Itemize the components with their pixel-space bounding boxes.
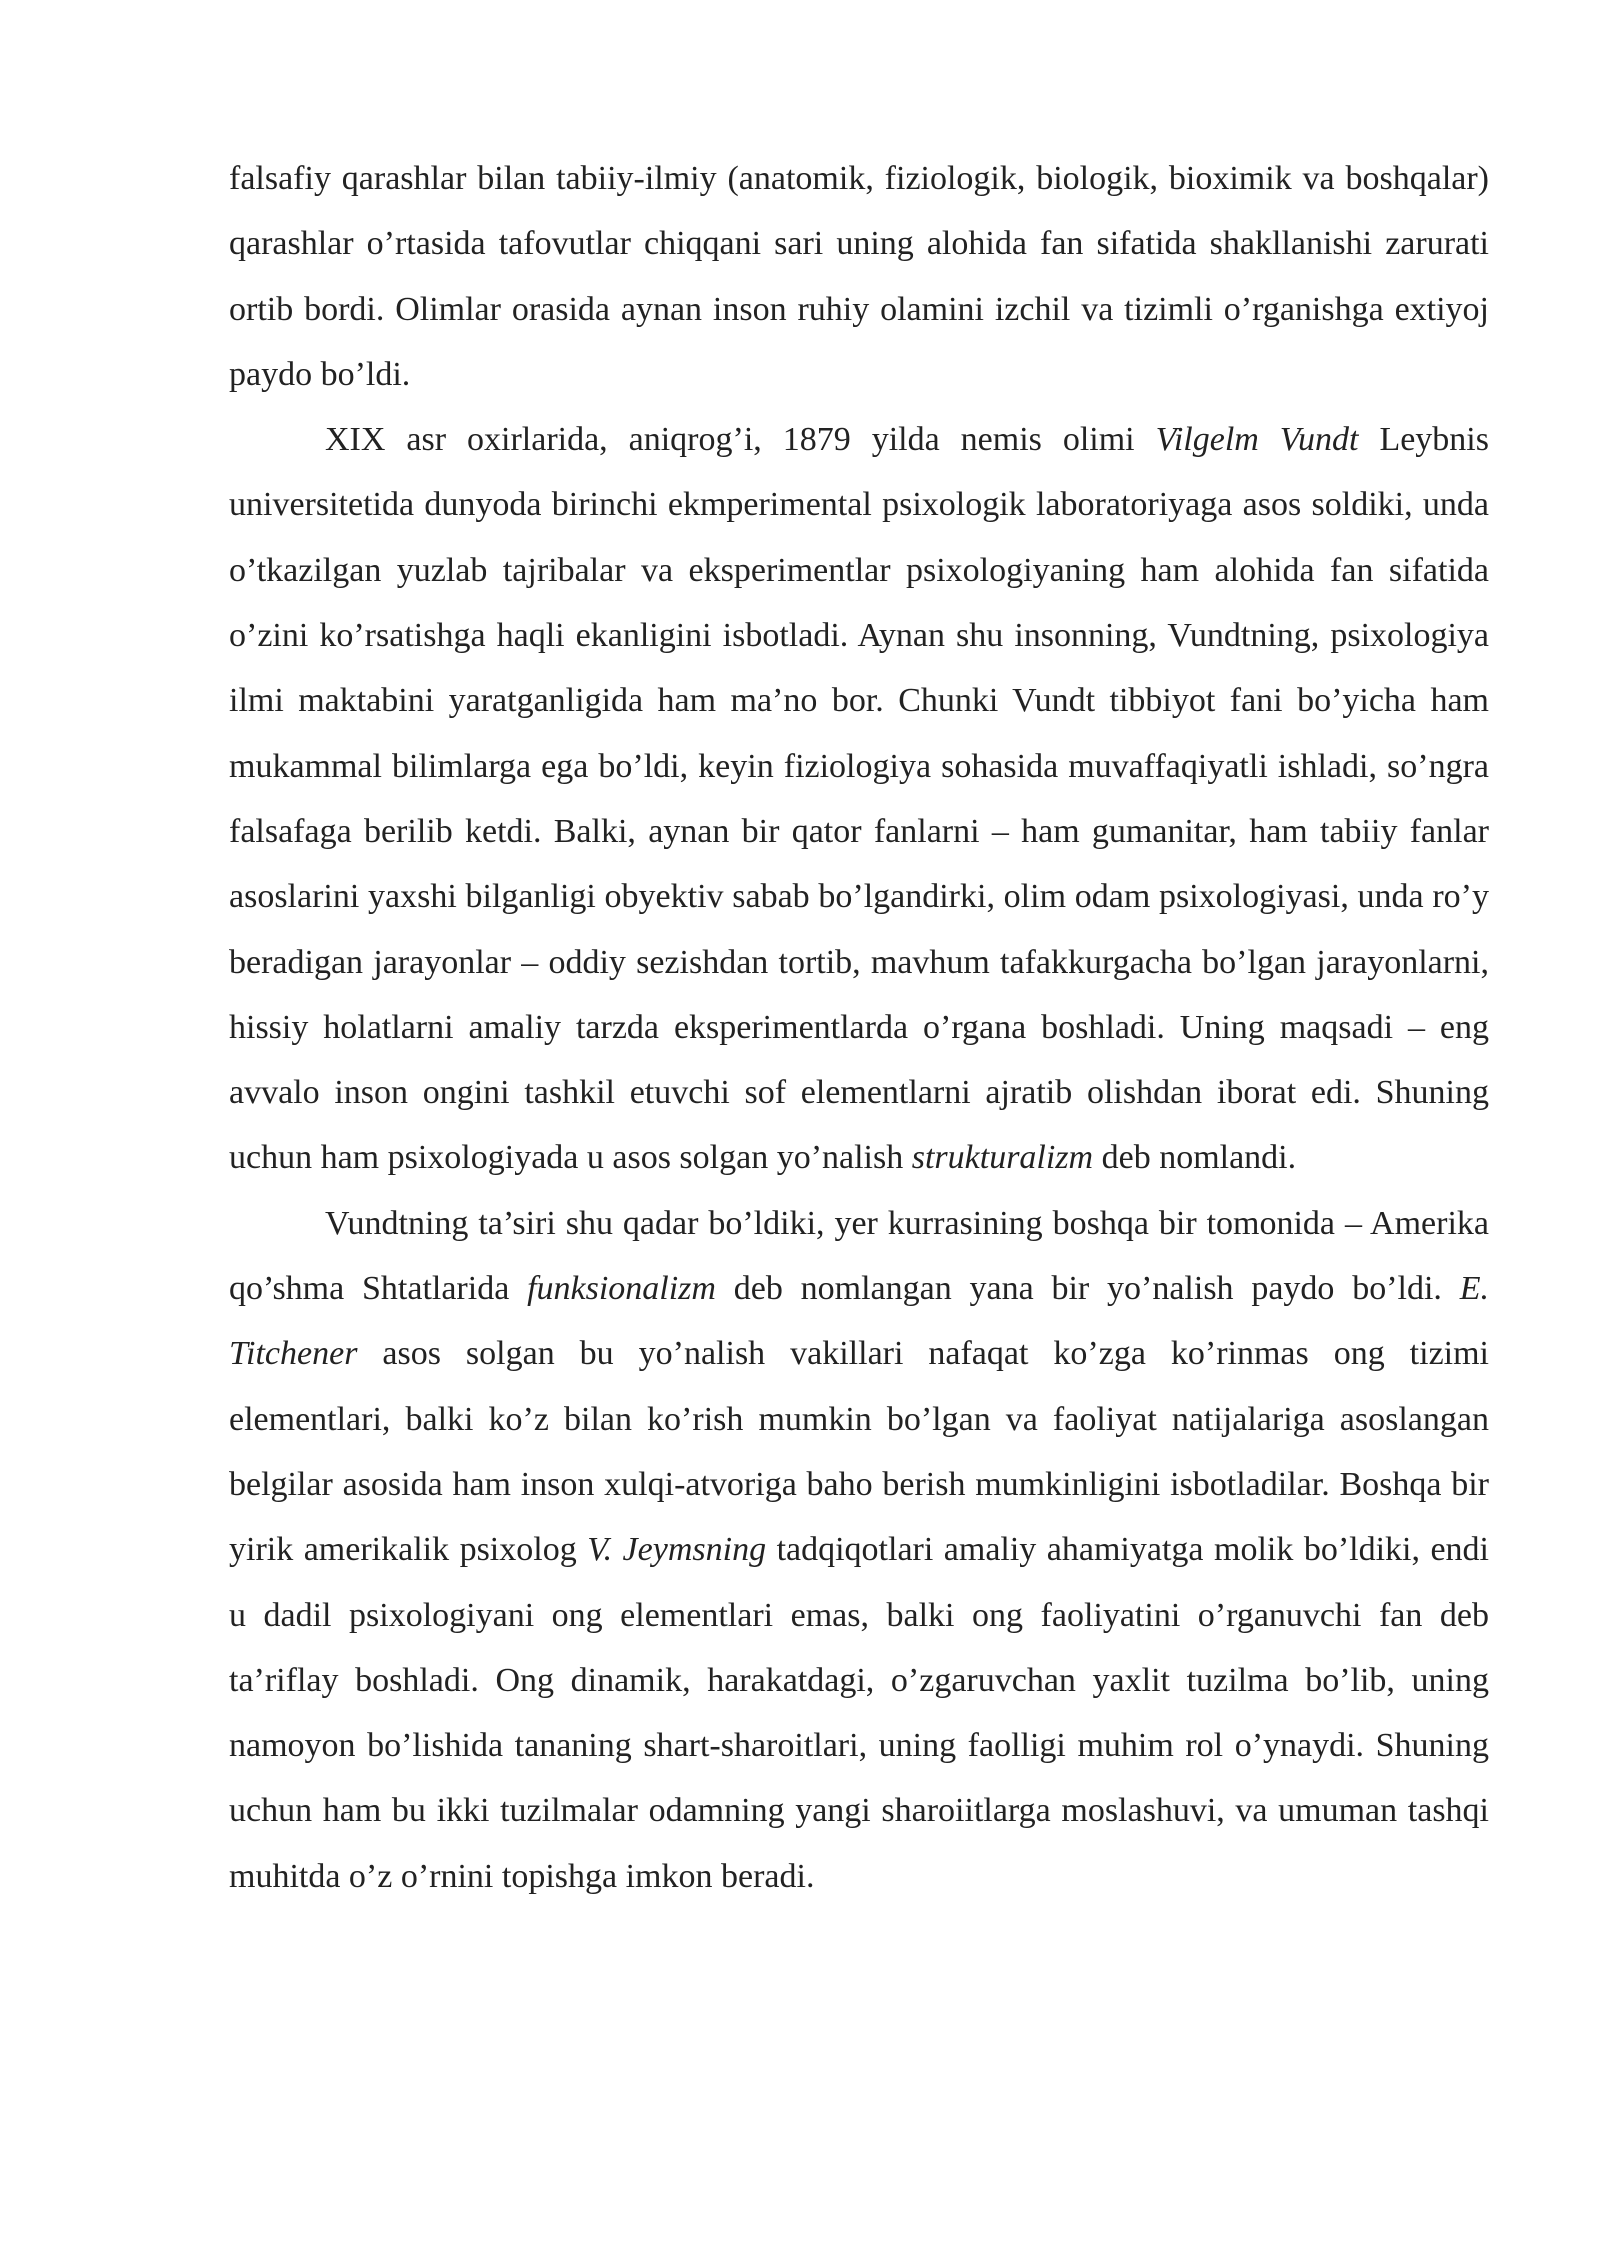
- name-vilgelm-vundt: Vilgelm Vundt: [1155, 421, 1359, 459]
- name-v-jeymsning: V. Jeymsning: [587, 1531, 767, 1569]
- document-page: [229, 146, 1489, 1909]
- paragraph-2-text-c: deb nomlandi.: [1093, 1139, 1297, 1177]
- name-e-titchener: E. Titchener: [229, 1270, 1489, 1373]
- paragraph-continuation: [229, 146, 1489, 407]
- paragraph-3-text-a: Vundtning ta’siri shu qadar bo’ldiki, yer kurrasining boshqa bir tomonida – Amerika qo’shma Shtatlarida: [229, 1204, 1489, 1308]
- paragraph-3-text-b: deb nomlangan yana bir yo’nalish paydo bo’ldi.: [715, 1270, 1460, 1308]
- paragraph-1-text: falsafiy qarashlar bilan tabiiy-ilmiy (anatomik, fiziologik, biologik, bioximik va boshqalar) qarashlar o’rtasida tafovutlar chiqqani sari uning alohida fan sifatida shakllanishi zarurati ortib bordi. Olimlar orasida aynan inson ruhiy olamini izchil va tizimli o’rganishga extiyoj paydo bo’ldi.: [229, 160, 1489, 393]
- paragraph-vundt-laboratory: [229, 407, 1489, 1191]
- paragraph-2-text-b: Leybnis universitetida dunyoda birinchi ekmperimental psixologik laboratoriyaga asos soldiki, unda o’tkazilgan yuzlab tajribalar va eksperimentlar psixologiyaning ham alohida fan sifatida o’zini ko’rsatishga haqli ekanligini isbotladi. Aynan shu insonning, Vundtning, psixologiya ilmi maktabini yaratganligida ham ma’no bor. Chunki Vundt tibbiyot fani bo’yicha ham mukammal bilimlarga ega bo’ldi, keyin fiziologiya sohasida muvaffaqiyatli ishladi, so’ngra falsafaga berilib ketdi. Balki, aynan bir qator fanlarni – ham gumanitar, ham tabiiy fanlar asoslarini yaxshi bilganligi obyektiv sabab bo’lgandirki, olim odam psixologiyasi, unda ro’y beradigan jarayonlar – oddiy sezishdan tortib, mavhum tafakkurgacha bo’lgan jarayonlarni, hissiy holatlarni amaliy tarzda eksperimentlarda o’rgana boshladi. Uning maqsadi – eng avvalo inson ongini tashkil etuvchi sof elementlarni ajratib olishdan iborat edi. Shuning uchun ham psixologiyada u asos solgan yo’nalish: [229, 421, 1489, 1177]
- term-strukturalizm: strukturalizm: [911, 1139, 1094, 1177]
- paragraph-2-text-a: XIX asr oxirlarida, aniqrog’i, 1879 yilda nemis olimi: [325, 421, 1156, 459]
- paragraph-3-text-d: tadqiqotlari amaliy ahamiyatga molik bo’ldiki, endi u dadil psixologiyani ong elementlari emas, balki ong faoliyatini o’rganuvchi fan deb ta’riflay boshladi. Ong dinamik, harakatdagi, o’zgaruvchan yaxlit tuzilma bo’lib, uning namoyon bo’lishida tananing shart-sharoitlari, uning faolligi muhim rol o’ynaydi. Shuning uchun ham bu ikki tuzilmalar odamning yangi sharoiitlarga moslashuvi, va umuman tashqi muhitda o’z o’rnini topishga imkon beradi.: [229, 1531, 1490, 1895]
- paragraph-3-text-c: asos solgan bu yo’nalish vakillari nafaqat ko’zga ko’rinmas ong tizimi elementlari, balki ko’z bilan ko’rish mumkin bo’lgan va faoliyat natijalariga asoslangan belgilar asosida ham inson xulqi-atvoriga baho berish mumkinligini isbotladilar. Boshqa bir yirik amerikalik psixolog: [229, 1335, 1489, 1569]
- paragraph-funksionalizm: [229, 1191, 1489, 1909]
- term-funksionalizm: funksionalizm: [527, 1270, 716, 1308]
